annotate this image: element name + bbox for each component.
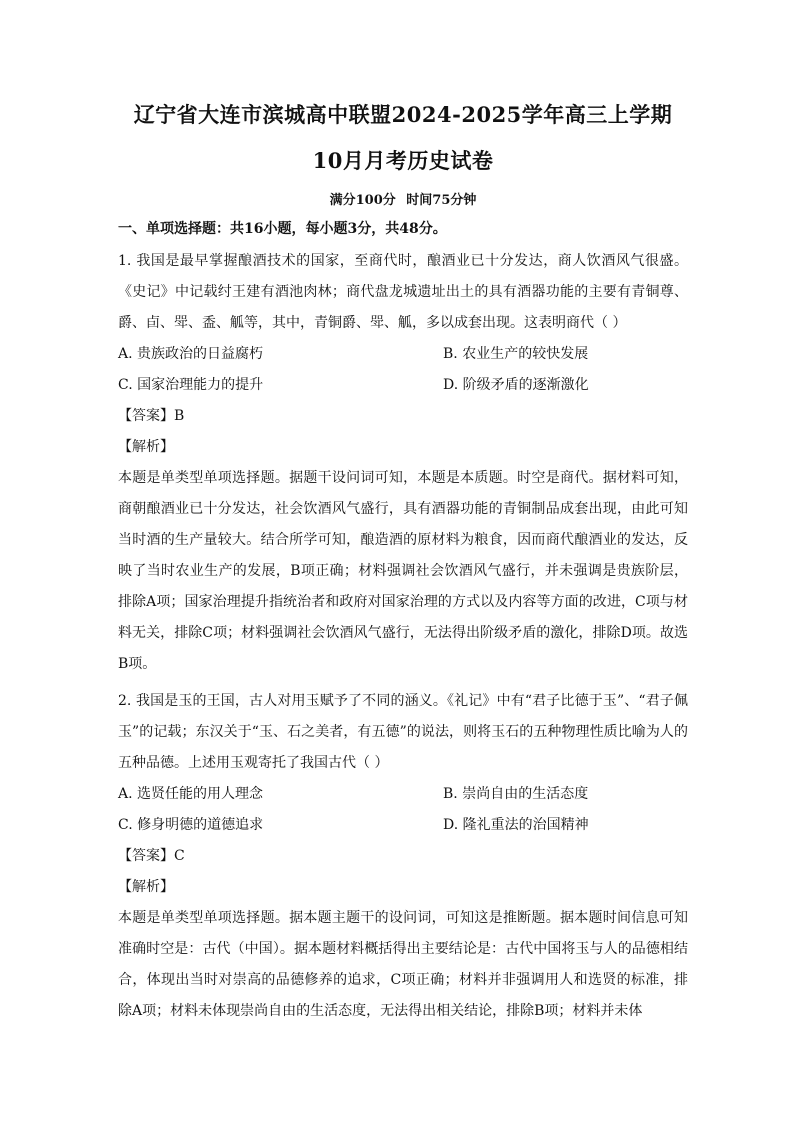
exam-title-line2: 10月月考历史试卷	[312, 148, 494, 173]
question-1-answer: 【答案】B	[118, 408, 185, 424]
question-1-analysis: 本题是单类型单项选择题。据题干设问词可知，本题是本质题。时空是商代。据材料可知，商朝酿酒业已十分发达，社会饮酒风气盛行，具有酒器功能的青铜制品成套出现，由此可知当时酒的生产量较大。结合所学可知，酿造酒的原材料为粮食，因而商代酿酒业的发达，反映了当时农业生产的发展，B项正确；材料强调社会饮酒风气盛行，并未强调是贵族阶层，排除A项；国家治理提升指统治者和政府对国家治理的方式以及内容等方面的改进，C项与材料无关，排除C项；材料强调社会饮酒风气盛行，无法得出阶级矛盾的激化，排除D项。故选B项。	[118, 470, 688, 672]
question-2-analysis-label: 【解析】	[118, 879, 174, 895]
question-2-stem: 2. 我国是玉的王国，古人对用玉赋予了不同的涵义。《礼记》中有“君子比德于玉”、“君子佩玉”的记载；东汉关于“玉、石之美者，有五德”的说法，则将玉石的五种物理性质比喻为人的五种品德。上述用玉观寄托了我国古代（ ）	[118, 693, 688, 771]
question-2-option-d: D. 隆礼重法的治国精神	[443, 817, 589, 833]
question-1-option-d: D. 阶级矛盾的逐渐激化	[443, 377, 589, 393]
question-2-option-b: B. 崇尚自由的生活态度	[443, 786, 589, 802]
section-heading: 一、单项选择题：共16小题，每小题3分，共48分。	[118, 221, 447, 237]
question-1-option-c: C. 国家治理能力的提升	[118, 377, 264, 393]
question-1-option-b: B. 农业生产的较快发展	[443, 346, 589, 362]
question-1-analysis-label: 【解析】	[118, 439, 174, 455]
question-2-answer: 【答案】C	[118, 848, 185, 864]
question-2-option-c: C. 修身明德的道德追求	[118, 817, 264, 833]
question-2-options	[118, 779, 688, 841]
exam-title-line1: 辽宁省大连市滨城高中联盟2024-2025学年高三上学期	[133, 102, 673, 127]
question-1-stem: 1. 我国是最早掌握酿酒技术的国家，至商代时，酿酒业已十分发达，商人饮酒风气很盛。《史记》中记载纣王建有酒池肉林；商代盘龙城遗址出土的具有酒器功能的主要有青铜尊、爵、卣、斝、盉、觚等，其中，青铜爵、斝、觚，多以成套出现。这表明商代（ ）	[118, 253, 688, 331]
question-1-options	[118, 339, 688, 401]
exam-subtitle: 满分100分 时间75分钟	[329, 193, 477, 208]
question-2	[118, 686, 688, 1027]
question-2-option-a: A. 选贤任能的用人理念	[118, 786, 264, 802]
question-1-option-a: A. 贵族政治的日益腐朽	[118, 346, 264, 362]
question-1	[118, 246, 688, 680]
question-2-analysis: 本题是单类型单项选择题。据本题主题干的设问词，可知这是推断题。据本题时间信息可知准确时空是：古代（中国）。据本题材料概括得出主要结论是：古代中国将玉与人的品德相结合，体现出当时对崇高的品德修养的追求，C项正确；材料并非强调用人和选贤的标准，排除A项；材料未体现崇尚自由的生活态度，无法得出相关结论，排除B项；材料并未体	[118, 910, 688, 1019]
exam-page	[118, 100, 688, 1027]
